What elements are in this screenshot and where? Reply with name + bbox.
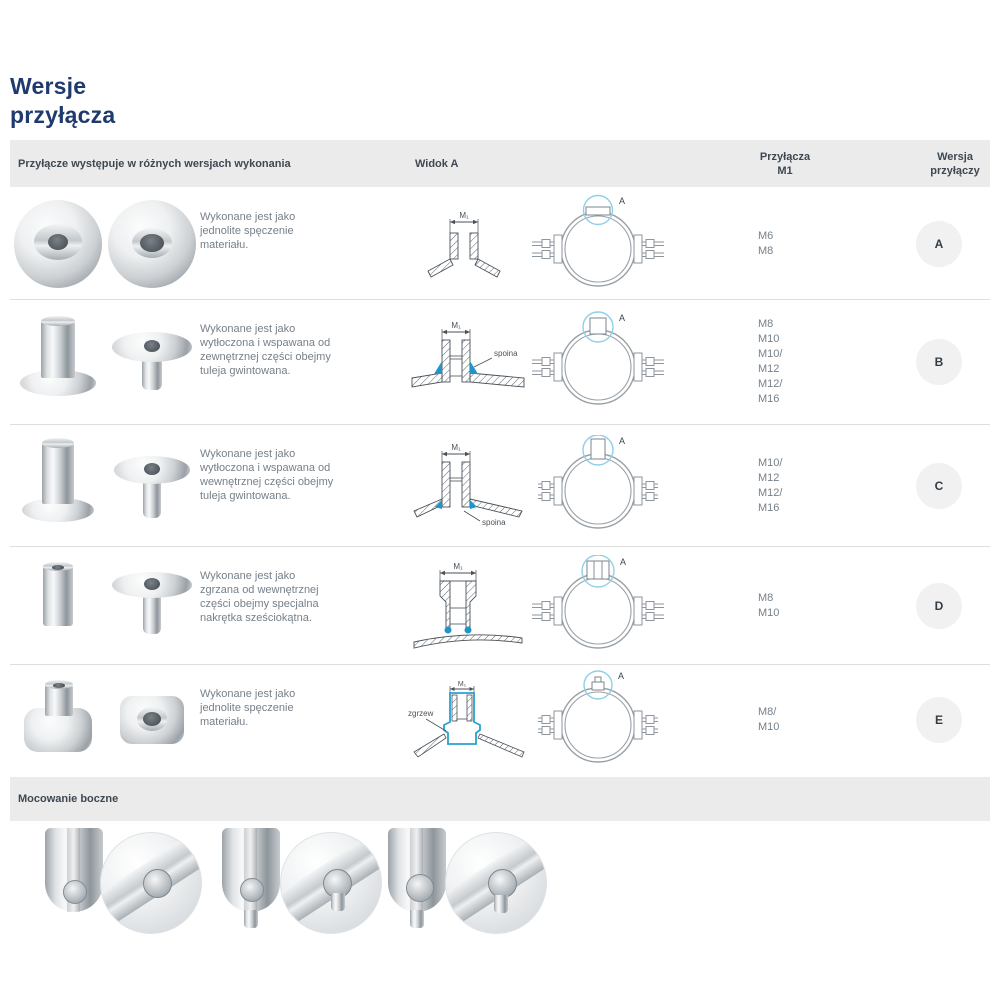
m1-dimension-label: M₁ <box>459 210 469 220</box>
version-badge: C <box>916 463 962 509</box>
section-drawing-weld-outside <box>408 319 528 405</box>
thread-size: M10/ <box>758 348 783 360</box>
m1-dimension-label: M₁ <box>451 442 461 452</box>
clamp-strap-photo <box>45 828 103 912</box>
weld-mark <box>470 361 478 374</box>
version-badge: E <box>916 697 962 743</box>
hex-bolt-detail <box>488 869 517 898</box>
weld-label: spoina <box>494 349 518 358</box>
view-a-label: A <box>619 313 626 323</box>
page-title-line2: przyłącza <box>10 102 116 128</box>
weld-mark <box>445 626 452 633</box>
view-a-label: A <box>619 435 626 446</box>
table-row-a <box>10 188 990 300</box>
row-description: Wykonane jest jako zgrzana od wewnętrznej części obejmy specjalna nakrętka sześciokątna. <box>200 570 319 624</box>
section-drawing-upset <box>418 209 518 279</box>
header-thread: Przyłącza M1 <box>759 150 811 177</box>
page-title-line1: Wersje <box>10 73 87 99</box>
clamp-drawing-c <box>528 435 668 537</box>
header-versions: Przyłącze występuje w różnych wersjach wykonania <box>18 157 291 170</box>
weld-mark <box>465 626 472 633</box>
side-mount-detail-photo <box>100 832 202 934</box>
m1-dimension-label: M₁ <box>457 681 467 688</box>
thread-size: M12/ <box>758 378 783 390</box>
side-mount-title: Mocowanie boczne <box>18 793 119 805</box>
side-mount-photo-group-1 <box>45 826 215 958</box>
thread-size: M8/ <box>758 706 777 718</box>
thread-size: M8 <box>758 318 774 330</box>
thread-sizes <box>758 317 782 407</box>
product-photo-disc-stem-long <box>108 440 196 532</box>
weld-outline <box>444 693 480 744</box>
screw-detail <box>240 878 264 902</box>
view-a-label: A <box>619 195 626 206</box>
thread-size: M12/ <box>758 486 783 499</box>
table-row-c <box>10 425 990 547</box>
product-photo-sleeve <box>14 316 102 408</box>
version-badge: A <box>916 221 962 267</box>
thread-size: M16 <box>758 501 780 514</box>
thread-sizes <box>758 456 782 516</box>
thread-size: M6 <box>758 229 774 242</box>
row-description: Wykonane jest jako jednolite spęczenie materiału. <box>200 688 296 728</box>
row-description: Wykonane jest jako wytłoczona i wspawana od zewnętrznej części obejmy tuleja gwintowana. <box>200 323 331 377</box>
section-drawing-hex-nut <box>408 560 528 652</box>
thread-size: M12 <box>758 363 780 375</box>
version-badge: D <box>916 583 962 629</box>
section-drawing-welded-cap <box>406 678 532 762</box>
row-description: Wykonane jest jako jednolite spęczenie materiału. <box>200 211 296 251</box>
product-photo-plate-hole <box>108 674 196 766</box>
weld-stud-detail <box>494 895 508 913</box>
thread-size: M16 <box>758 393 780 405</box>
table-row-d <box>10 547 990 665</box>
clamp-drawing-e <box>528 669 668 771</box>
m1-dimension-label: M₁ <box>451 321 461 330</box>
thread-size: M10 <box>758 721 780 733</box>
view-a-label: A <box>618 671 625 681</box>
thread-size: M8 <box>758 591 774 604</box>
thread-sizes <box>758 705 779 735</box>
product-photo-hex-nut <box>14 560 102 652</box>
table-header <box>10 140 990 187</box>
header-view-a: Widok A <box>415 157 459 170</box>
weld-label: zgrzew <box>408 709 434 718</box>
section-drawing-weld-inside <box>408 441 528 531</box>
thread-size: M10 <box>758 333 780 345</box>
weld-stud-detail <box>244 910 258 928</box>
side-mount-detail-photo <box>445 832 547 934</box>
thread-sizes <box>758 591 779 621</box>
thread-size: M10 <box>758 606 780 619</box>
weld-stud-detail <box>410 910 424 928</box>
page-title <box>10 72 115 130</box>
screw-detail <box>63 880 87 904</box>
product-photo-sleeve-tall <box>14 440 102 532</box>
clamp-drawing-d <box>528 555 668 657</box>
thread-size: M10/ <box>758 456 783 469</box>
weld-mark <box>434 361 442 374</box>
side-mount-header <box>10 777 990 821</box>
thread-sizes <box>758 229 773 259</box>
row-description: Wykonane jest jako wytłoczona i wspawana od wewnętrznej części obejmy tuleja gwintowana. <box>200 448 334 502</box>
weld-stud-detail <box>331 893 345 911</box>
product-photo-flange-bottom <box>108 198 196 290</box>
m1-dimension-label: M₁ <box>453 561 463 571</box>
product-photo-flange-top <box>14 198 102 290</box>
product-photo-disc-stem <box>108 316 196 408</box>
clamp-strap-photo <box>388 828 446 912</box>
thread-size: M8 <box>758 244 774 257</box>
clamp-strap-photo <box>222 828 280 912</box>
thread-size: M12 <box>758 471 780 484</box>
clamp-drawing-a <box>528 193 668 295</box>
header-version: Wersja przyłączy <box>930 150 980 177</box>
weld-label: spoina <box>482 517 506 527</box>
side-mount-photo-group-3 <box>388 826 558 958</box>
product-photo-disc-stem <box>108 560 196 652</box>
hex-bolt-detail <box>406 874 434 902</box>
side-mount-photo-group-2 <box>222 826 392 958</box>
view-a-label: A <box>620 556 627 567</box>
version-badge: B <box>916 339 962 385</box>
clamp-drawing-b <box>528 311 668 413</box>
product-photo-cap <box>14 674 102 766</box>
screw-detail <box>143 869 172 898</box>
table-row-e <box>10 665 990 775</box>
side-mount-detail-photo <box>280 832 382 934</box>
table-row-b <box>10 300 990 425</box>
